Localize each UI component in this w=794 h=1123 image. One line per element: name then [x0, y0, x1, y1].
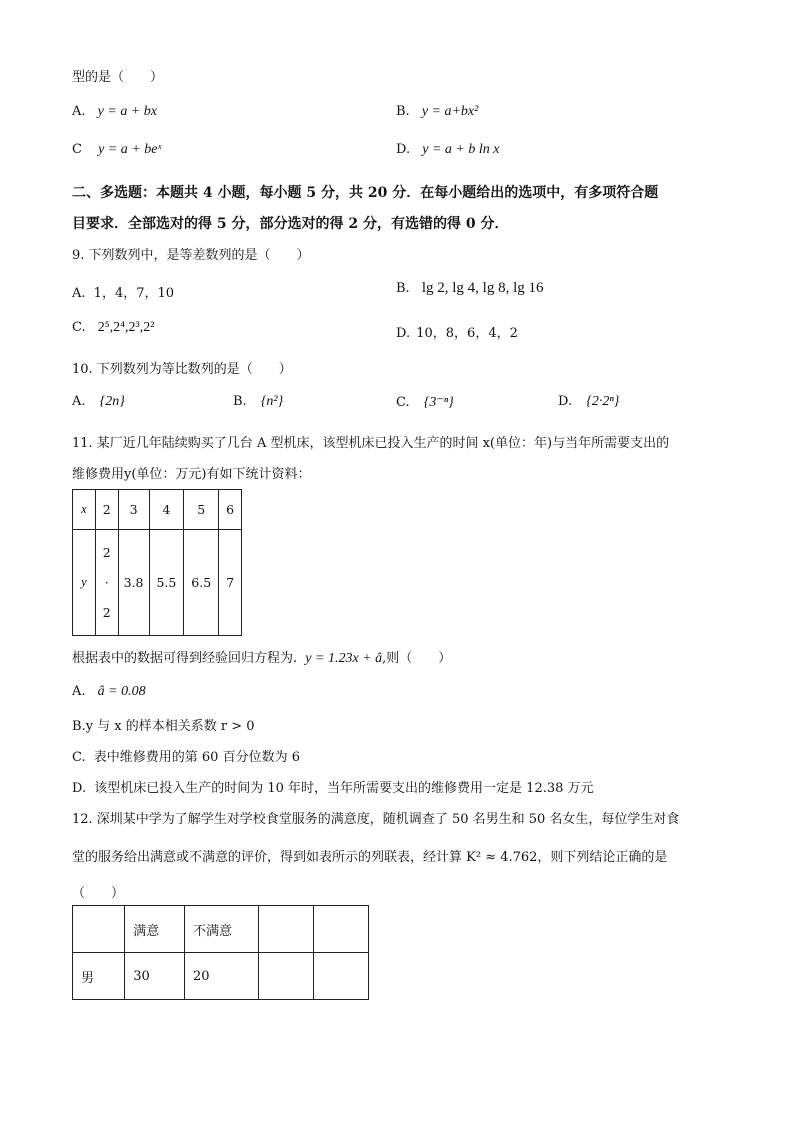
table-cell-part: 2	[102, 544, 111, 560]
table-cell: 20	[185, 953, 259, 1000]
table-row	[73, 530, 242, 636]
q11-data-table	[72, 489, 242, 636]
table-header: 满意	[125, 906, 185, 953]
section2-heading-line1: 二、多选题：本题共 4 小题，每小题 5 分，共 20 分．在每小题给出的选项中，有多项符合题	[72, 185, 659, 201]
table-row	[73, 953, 369, 1000]
q12-stem-line2: 堂的服务给出满意或不满意的评价，得到如表所示的列联表，经计算 K² ≈ 4.762，则下列结论正确的是	[72, 850, 668, 865]
table-cell	[314, 953, 369, 1000]
option-expr: y = a + bx	[97, 104, 157, 119]
q8-option-c	[72, 142, 161, 158]
q11-option-b	[72, 715, 255, 734]
table-cell-part: 2	[102, 604, 111, 620]
option-label: A.	[72, 286, 86, 301]
option-text: lg 2, lg 4, lg 8, lg 16	[421, 280, 544, 296]
table-cell	[95, 530, 118, 636]
table-cell: 6	[219, 490, 242, 530]
option-label: A.	[72, 104, 86, 119]
q10-option-c	[396, 394, 454, 411]
option-expr: y = a + b ln x	[422, 142, 500, 157]
option-expr: {2n}	[99, 394, 125, 409]
table-cell: 3	[118, 490, 149, 530]
option-label: D.	[72, 781, 87, 796]
table-header-y: y	[73, 530, 96, 636]
option-text: y 与 x 的样本相关系数 r > 0	[85, 719, 255, 734]
q11-option-d	[72, 777, 594, 796]
table-cell-part: ·	[104, 574, 109, 590]
option-label: A.	[72, 684, 86, 699]
table-cell: 30	[125, 953, 185, 1000]
option-expr: y = a + beˣ	[98, 142, 162, 157]
table-cell: 6.5	[184, 530, 219, 636]
q12-stem-line1: 12. 深圳某中学为了解学生对学校食堂服务的满意度，随机调查了 50 名男生和 50 名女生，每位学生对食	[72, 812, 680, 827]
q11-option-c	[72, 746, 300, 765]
q11-option-a	[72, 684, 146, 700]
q12-contingency-table	[72, 905, 369, 1000]
table-cell: 男	[73, 953, 125, 1000]
q10-option-d	[558, 394, 619, 410]
table-cell: 4	[149, 490, 184, 530]
q9-stem: 9. 下列数列中，是等差数列的是（ ）	[72, 248, 310, 263]
option-expr: y = a+bx²	[421, 104, 479, 119]
table-cell: 5.5	[149, 530, 184, 636]
option-label: C.	[396, 395, 410, 410]
table-row	[73, 490, 242, 530]
q10-stem: 10. 下列数列为等比数列的是（ ）	[72, 362, 292, 377]
q12-answer-paren: （ ）	[72, 886, 125, 901]
table-cell	[259, 953, 314, 1000]
table-header-x: x	[73, 490, 96, 530]
q8-option-d	[396, 142, 499, 158]
regression-text: 根据表中的数据可得到经验回归方程为.	[72, 651, 298, 666]
section2-heading-line2: 目要求．全部选对的得 5 分，部分选对的得 2 分，有选错的得 0 分．	[72, 216, 509, 232]
option-label: C.	[72, 320, 86, 335]
q9-option-c	[72, 320, 154, 336]
q8-stem-tail: 型的是（ ）	[72, 70, 164, 85]
regression-tail: ,则（ ）	[382, 651, 452, 666]
option-expr: {2·2ⁿ}	[586, 394, 620, 409]
table-cell: 7	[219, 530, 242, 636]
option-text: â = 0.08	[97, 684, 146, 699]
option-label: A.	[72, 394, 86, 409]
option-label: D.	[558, 394, 573, 409]
q9-option-b	[396, 280, 544, 297]
table-row	[73, 906, 369, 953]
q8-option-a	[72, 104, 157, 120]
option-label: D.	[396, 142, 411, 157]
table-header: 不满意	[185, 906, 259, 953]
q11-stem-line2: 维修费用y(单位：万元)有如下统计资料：	[72, 467, 311, 482]
q9-option-d	[396, 322, 518, 341]
option-label: B.	[396, 104, 410, 119]
option-label: C	[72, 142, 82, 157]
option-label: B.	[396, 281, 410, 296]
q11-stem-line1: 11. 某厂近几年陆续购买了几台 A 型机床，该型机床已投入生产的时间 x(单位：年)与当年所需要支出的	[72, 436, 670, 451]
q10-option-b	[233, 394, 283, 410]
table-header	[259, 906, 314, 953]
table-cell: 2	[95, 490, 118, 530]
table-cell: 3.8	[118, 530, 149, 636]
option-label: D.	[396, 326, 411, 341]
option-label: B.	[233, 394, 247, 409]
option-label: C.	[72, 750, 86, 765]
q9-option-a	[72, 282, 174, 301]
q11-regression-line	[72, 647, 451, 667]
option-expr: {3⁻ⁿ}	[423, 395, 454, 410]
q10-option-a	[72, 394, 125, 410]
option-text: 10，8，6，4，2	[416, 326, 518, 341]
option-text: 该型机床已投入生产的时间为 10 年时，当年所需要支出的维修费用一定是 12.38 万元	[94, 781, 594, 796]
option-label: B.	[72, 719, 86, 734]
regression-equation: y = 1.23x + â	[305, 651, 383, 666]
table-header	[314, 906, 369, 953]
table-cell	[73, 906, 125, 953]
option-text: 2⁵,2⁴,2³,2²	[97, 320, 155, 335]
table-cell: 5	[184, 490, 219, 530]
q8-option-b	[396, 104, 478, 120]
option-expr: {n²}	[260, 394, 284, 409]
option-text: 1，4，7，10	[93, 286, 175, 301]
option-text: 表中维修费用的第 60 百分位数为 6	[93, 750, 300, 765]
